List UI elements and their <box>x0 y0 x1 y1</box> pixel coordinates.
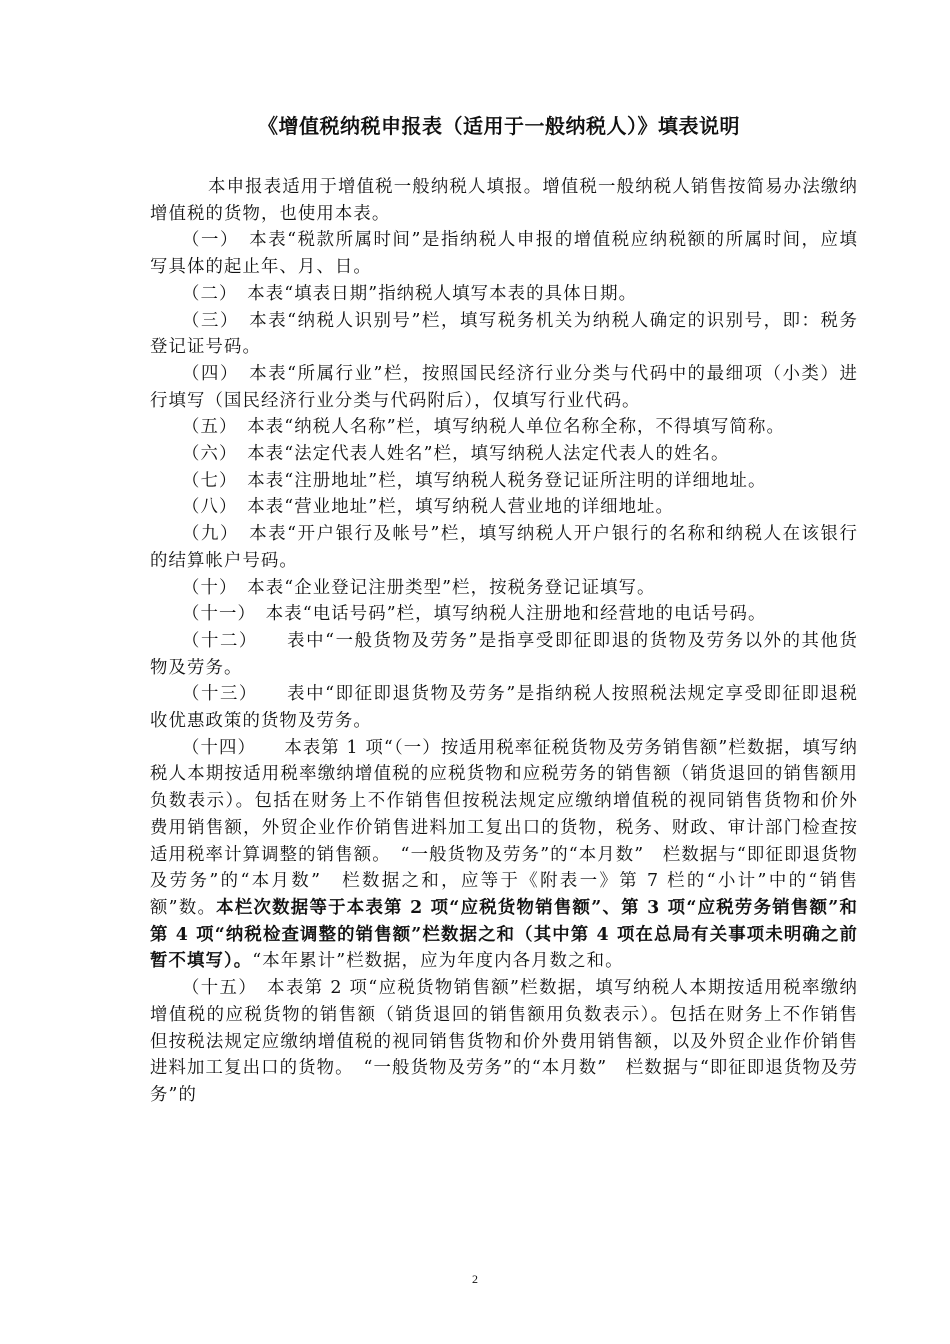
paragraph-4: （四） 本表“所属行业”栏，按照国民经济行业分类与代码中的最细项（小类）进行填写（国民经济行业分类与代码附后），仅填写行业代码。 <box>150 363 858 411</box>
paragraph-5: （五） 本表“纳税人名称”栏，填写纳税人单位名称全称，不得填写简称。 <box>182 417 785 438</box>
paragraph-3: （三） 本表“纳税人识别号”栏，填写税务机关为纳税人确定的识别号，即：税务登记证号码。 <box>150 310 858 358</box>
paragraph-14-tail: “本年累计”栏数据，应为年度内各月数之和。 <box>252 951 624 972</box>
paragraph-6: （六） 本表“法定代表人姓名”栏，填写纳税人法定代表人的姓名。 <box>182 444 730 465</box>
paragraph-13: （十三） 表中“即征即退货物及劳务”是指纳税人按照税法规定享受即征即退税收优惠政策的货物及劳务。 <box>150 684 858 732</box>
paragraph-2: （二） 本表“填表日期”指纳税人填写本表的具体日期。 <box>182 283 638 304</box>
paragraph-10: （十） 本表“企业登记注册类型”栏，按税务登记证填写。 <box>182 577 656 598</box>
paragraph-14 <box>150 735 858 975</box>
paragraph-14-bold-note: 本栏次数据等于本表第 2 项“应税货物销售额”、第 3 项“应税劳务销售额”和第 4 项“纳税检查调整的销售额”栏数据之和（其中第 4 项在总局有关事项未明确之前暂不填写）。 <box>150 897 858 972</box>
document-body <box>150 174 858 1109</box>
paragraph-7: （七） 本表“注册地址”栏，填写纳税人税务登记证所注明的详细地址。 <box>182 470 767 491</box>
paragraph-8: （八） 本表“营业地址”栏，填写纳税人营业地的详细地址。 <box>182 497 675 518</box>
page-number: 2 <box>472 1272 478 1286</box>
paragraph-1: （一） 本表“税款所属时间”是指纳税人申报的增值税应纳税额的所属时间，应填写具体的起止年、月、日。 <box>150 230 858 278</box>
paragraph-11: （十一） 本表“电话号码”栏，填写纳税人注册地和经营地的电话号码。 <box>182 604 767 625</box>
document-title: 《增值税纳税申报表（适用于一般纳税人）》填表说明 <box>258 114 740 138</box>
paragraph-intro: 本申报表适用于增值税一般纳税人填报。增值税一般纳税人销售按简易办法缴纳增值税的货物，也使用本表。 <box>150 177 858 224</box>
paragraph-9: （九） 本表“开户银行及帐号”栏，填写纳税人开户银行的名称和纳税人在该银行的结算帐户号码。 <box>150 524 858 571</box>
paragraph-15: （十五） 本表第 2 项“应税货物销售额”栏数据，填写纳税人本期按适用税率缴纳增值税的应税货物的销售额（销货退回的销售额用负数表示）。包括在财务上不作销售但按税法规定应缴纳增值税的视同销售货物和价外费用销售额，以及外贸企业作价销售进料加工复出口的货物。 “一般货物及劳务”的“本月数” 栏数据与“即征即退货物及劳务”的 <box>150 978 858 1105</box>
paragraph-12: （十二） 表中“一般货物及劳务”是指享受即征即退的货物及劳务以外的其他货物及劳务。 <box>150 630 858 678</box>
paragraph-14-lead: （十四） 本表第 1 项“（一）按适用税率征税货物及劳务销售额”栏数据，填写纳税人本期按适用税率缴纳增值税的应税货物和应税劳务的销售额（销货退回的销售额用负数表示）。包括在财务上不作销售但按税法规定应缴纳增值税的视同销售货物和价外费用销售额，外贸企业作价销售进料加工复出口的货物，税务、财政、审计部门检查按适用税率计算调整的销售额。 “一般货物及劳务”的“本月数” 栏数据与“即征即退货物及劳务”的“本月数” 栏数据之和，应等于《附表一》第 7 栏的“小计”中的“销售额”数。 <box>150 737 858 918</box>
